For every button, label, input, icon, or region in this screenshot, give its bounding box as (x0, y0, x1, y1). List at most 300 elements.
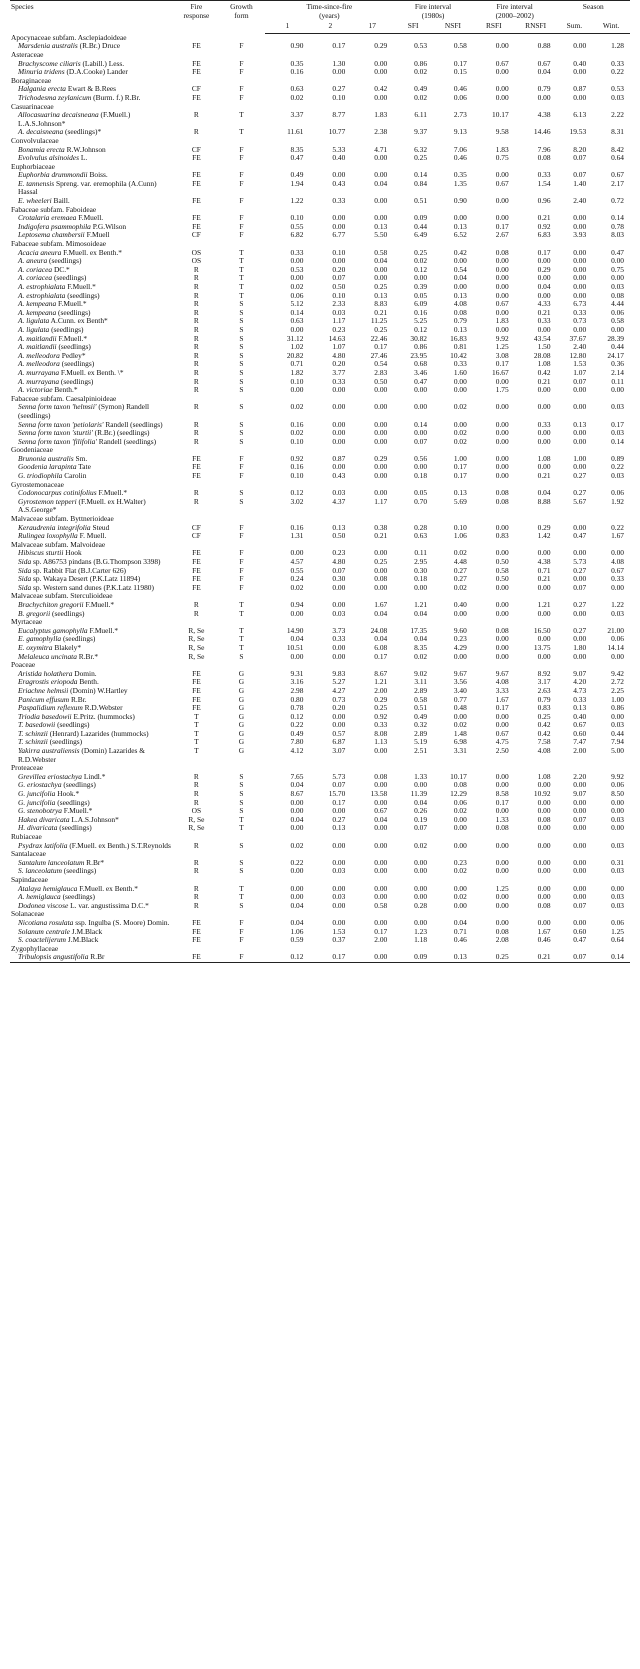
header-fire-response: Fire response (175, 1, 217, 34)
value-cell-nsfi: 0.54 (453, 264, 467, 274)
value-cell-tsf-2: 10.77 (328, 127, 346, 137)
value-cell-nsfi: 0.13 (453, 488, 467, 498)
value-cell-tsf-17: 11.25 (370, 316, 388, 326)
species-authority: (seedlings) (63, 780, 96, 790)
value-cell-rsfi: 10.17 (492, 110, 509, 120)
value-cell-summer: 0.07 (573, 814, 587, 824)
value-cell-tsf-1: 0.10 (290, 436, 304, 446)
value-cell-winter: 0.86 (611, 703, 624, 713)
value-cell-tsf-17: 0.00 (374, 428, 388, 438)
fire-response-cell: CF (191, 230, 201, 240)
value-cell-rnsfi: 3.17 (537, 677, 551, 687)
value-cell-winter: 21.00 (607, 625, 624, 635)
species-name: A. maitlandii (18, 333, 57, 343)
value-cell-summer: 5.67 (573, 496, 587, 506)
value-cell-sfi: 0.04 (414, 634, 428, 644)
fire-response-cell: OS (191, 806, 202, 816)
value-cell-nsfi: 0.02 (453, 582, 467, 592)
growth-form-cell: S (239, 771, 244, 781)
value-cell-rnsfi: 0.00 (537, 651, 551, 661)
value-cell-nsfi: 6.52 (453, 230, 467, 240)
value-cell-tsf-2: 0.00 (332, 917, 346, 927)
table-row (10, 257, 630, 266)
growth-form-cell: G (238, 720, 245, 730)
growth-form-cell: T (239, 247, 244, 257)
value-cell-sfi: 0.02 (414, 256, 428, 266)
family-name: Gyrostemonaceae (11, 479, 64, 489)
value-cell-rnsfi: 0.29 (537, 522, 551, 532)
value-cell-rnsfi: 0.00 (537, 385, 551, 395)
species-authority: (seedlings) (49, 737, 83, 747)
fire-response-cell: R (193, 264, 199, 274)
value-cell-tsf-1: 0.53 (290, 264, 304, 274)
family-name: Myrtaceae (11, 617, 43, 627)
value-cell-rsfi: 0.00 (495, 170, 509, 180)
value-cell-rnsfi: 2.63 (537, 685, 551, 695)
table-row (10, 610, 630, 619)
value-cell-summer: 0.27 (573, 625, 587, 635)
value-cell-sfi: 30.82 (410, 333, 428, 343)
value-cell-rsfi: 0.67 (495, 178, 509, 188)
value-cell-tsf-17: 0.00 (374, 436, 388, 446)
value-cell-tsf-2: 0.00 (332, 883, 346, 893)
growth-form-cell: T (239, 814, 244, 824)
value-cell-winter: 4.44 (611, 299, 624, 309)
value-cell-sfi: 0.12 (414, 264, 428, 274)
species-authority: F. Muell. (79, 531, 107, 541)
value-cell-summer: 0.73 (573, 316, 587, 326)
value-cell-nsfi: 0.02 (453, 548, 467, 558)
value-cell-winter: 0.75 (611, 264, 624, 274)
value-cell-nsfi: 0.46 (453, 84, 467, 94)
value-cell-tsf-17: 0.00 (374, 917, 388, 927)
value-cell-summer: 0.33 (573, 307, 587, 317)
species-authority: sp. A86753 pindans (B.G.Thompson 3398) (33, 557, 161, 566)
value-cell-tsf-1: 0.49 (290, 728, 304, 738)
species-name: S. lanceolatum (18, 866, 62, 876)
value-cell-nsfi: 0.10 (453, 522, 467, 532)
value-cell-nsfi: 0.15 (453, 67, 467, 77)
value-cell-tsf-17: 1.17 (374, 496, 388, 506)
value-cell-tsf-1: 1.06 (290, 926, 304, 936)
value-cell-winter: 0.00 (611, 806, 624, 816)
value-cell-sfi: 0.00 (414, 462, 428, 472)
value-cell-rnsfi: 7.96 (537, 144, 551, 154)
table-row (10, 790, 630, 799)
species-name: Hakea divaricata (18, 814, 70, 824)
value-cell-rsfi: 0.00 (495, 196, 509, 206)
species-authority: ssp. Ingulba (S. Moore) Domin. (75, 917, 170, 927)
value-cell-tsf-17: 0.00 (374, 58, 388, 68)
value-cell-winter: 28.39 (607, 333, 624, 343)
value-cell-rsfi: 0.00 (495, 307, 509, 317)
value-cell-rnsfi: 0.00 (537, 806, 551, 816)
value-cell-summer: 6.13 (573, 110, 587, 120)
table-row (10, 111, 630, 128)
species-authority: sp. Wakaya Desert (P.K.Latz 11894) (33, 574, 141, 584)
species-authority: Boiss. (89, 170, 108, 180)
value-cell-tsf-17: 0.58 (374, 247, 388, 257)
table-row (10, 283, 630, 292)
value-cell-rsfi: 1.75 (495, 385, 509, 395)
value-cell-summer: 6.73 (573, 299, 587, 309)
value-cell-tsf-17: 0.29 (374, 694, 388, 704)
value-cell-nsfi: 0.23 (453, 857, 467, 867)
growth-form-cell: F (239, 178, 244, 188)
value-cell-winter: 0.03 (611, 608, 624, 618)
species-name: Solanum centrale (18, 926, 70, 936)
value-cell-sfi: 0.00 (414, 780, 428, 790)
value-cell-rsfi: 3.08 (495, 350, 509, 360)
species-name: A. melleodora (18, 359, 60, 369)
fire-response-cell: R, Se (188, 642, 205, 652)
value-cell-tsf-17: 0.00 (374, 462, 388, 472)
value-cell-winter: 0.44 (611, 342, 624, 352)
value-cell-sfi: 1.18 (414, 935, 428, 945)
value-cell-rnsfi: 0.00 (537, 462, 551, 472)
value-cell-tsf-17: 0.29 (374, 41, 388, 51)
species-name: A. murrayana (18, 376, 60, 386)
species-cell (10, 747, 175, 764)
value-cell-rnsfi: 1.42 (537, 531, 551, 541)
value-cell-rnsfi: 1.67 (537, 926, 551, 936)
value-cell-rnsfi: 0.00 (537, 866, 551, 876)
value-cell-rnsfi: 6.83 (537, 230, 551, 240)
value-cell-rnsfi: 4.38 (537, 110, 551, 120)
value-cell-nsfi: 0.13 (453, 324, 467, 334)
species-fire-table (10, 0, 630, 963)
growth-form-cell: S (239, 385, 244, 395)
value-cell-sfi: 0.00 (414, 273, 428, 283)
value-cell-summer: 0.00 (573, 522, 587, 532)
family-name: Fabaceae subfam. Faboideae (11, 204, 97, 214)
table-row (10, 498, 630, 515)
value-cell-summer: 2.20 (573, 771, 587, 781)
fire-response-cell: FE (175, 953, 217, 962)
value-cell-tsf-1: 1.22 (290, 196, 304, 206)
growth-form-cell: S (239, 333, 244, 343)
value-cell-tsf-1: 0.02 (290, 840, 304, 850)
value-cell-tsf-2: 3.07 (332, 746, 346, 756)
value-cell-winter: 0.00 (611, 651, 624, 661)
species-authority: (seedlings) (62, 634, 96, 644)
growth-form-cell: G (238, 677, 245, 687)
value-cell-sfi: 0.63 (414, 531, 428, 541)
value-cell-rsfi: 0.50 (495, 574, 509, 584)
value-cell-nsfi: 0.17 (453, 471, 467, 481)
growth-form-cell: T (239, 625, 244, 635)
growth-form-cell: F (239, 565, 244, 575)
value-cell-rnsfi: 0.96 (537, 196, 551, 206)
growth-form-cell: S (239, 367, 244, 377)
value-cell-rsfi: 3.33 (495, 685, 509, 695)
species-name: E. gamophylla (18, 634, 62, 644)
value-cell-winter: 2.22 (611, 110, 624, 120)
table-row (10, 335, 630, 344)
species-name: A. estrophialata (18, 290, 66, 300)
value-cell-tsf-2: 0.00 (332, 462, 346, 472)
value-cell-rnsfi: 1.08 (537, 453, 551, 463)
value-cell-winter: 0.00 (611, 883, 624, 893)
table-row (10, 292, 630, 301)
value-cell-nsfi: 7.06 (453, 144, 467, 154)
value-cell-tsf-17: 0.92 (374, 711, 388, 721)
table-header (10, 1, 630, 34)
header-summer: Sum. (557, 20, 593, 33)
value-cell-nsfi: 0.02 (453, 428, 467, 438)
value-cell-tsf-2: 0.27 (332, 84, 346, 94)
species-authority: F.Muell. ex Benth.* (63, 247, 122, 257)
fire-response-cell: R (193, 333, 199, 343)
species-name: Atalaya hemiglauca (18, 883, 78, 893)
species-name: A. victoriae (18, 385, 53, 395)
value-cell-tsf-2: 0.37 (332, 935, 346, 945)
value-cell-rnsfi: 0.79 (537, 84, 551, 94)
fire-response-cell: FE (192, 153, 201, 163)
value-cell-winter: 2.72 (611, 677, 624, 687)
value-cell-winter: 0.47 (611, 247, 624, 257)
value-cell-sfi: 11.39 (410, 789, 428, 799)
value-cell-nsfi: 0.00 (453, 608, 467, 618)
value-cell-tsf-17: 0.00 (374, 213, 388, 223)
table-row (10, 463, 630, 472)
fire-response-cell: R (193, 436, 199, 446)
value-cell-nsfi: 0.77 (453, 694, 467, 704)
value-cell-tsf-17: 0.04 (374, 608, 388, 618)
value-cell-nsfi: 0.00 (453, 900, 467, 910)
value-cell-nsfi: 6.98 (453, 737, 467, 747)
value-cell-summer: 0.00 (573, 797, 587, 807)
value-cell-rsfi: 0.08 (495, 625, 509, 635)
value-cell-sfi: 1.23 (414, 926, 428, 936)
value-cell-rsfi: 0.00 (495, 84, 509, 94)
value-cell-summer: 0.00 (573, 780, 587, 790)
value-cell-rsfi: 0.08 (495, 488, 509, 498)
growth-form-cell: S (239, 496, 244, 506)
fire-response-cell: FE (192, 917, 201, 927)
value-cell-nsfi: 0.00 (453, 711, 467, 721)
value-cell-tsf-2: 0.00 (332, 642, 346, 652)
header-species: Species (10, 1, 175, 34)
species-cell (10, 498, 175, 515)
value-cell-nsfi: 0.79 (453, 316, 467, 326)
value-cell-tsf-2: 0.10 (332, 290, 346, 300)
value-cell-rsfi: 0.50 (495, 557, 509, 566)
species-name: Eriachne helmsii (18, 685, 69, 695)
value-cell-tsf-2: 0.00 (332, 402, 346, 412)
species-authority: (R.Br.) (seedlings) (94, 428, 150, 438)
value-cell-tsf-1: 0.47 (290, 153, 304, 163)
family-name: Sapindaceae (11, 874, 48, 884)
species-name: A. murrayana (18, 367, 60, 377)
value-cell-nsfi: 0.48 (453, 703, 467, 713)
value-cell-nsfi: 0.17 (453, 462, 467, 472)
value-cell-rnsfi: 0.00 (537, 324, 551, 334)
value-cell-winter: 0.14 (611, 436, 624, 446)
value-cell-tsf-2: 0.23 (332, 324, 346, 334)
value-cell-nsfi: 0.00 (453, 385, 467, 395)
value-cell-rsfi: 0.00 (495, 402, 509, 412)
growth-form-cell: T (239, 256, 244, 266)
value-cell-tsf-2: 1.53 (332, 926, 346, 936)
value-cell-winter: 9.92 (611, 771, 624, 781)
value-cell-tsf-1: 0.02 (290, 92, 304, 102)
growth-form-cell: T (239, 599, 244, 609)
value-cell-sfi: 0.02 (414, 92, 428, 102)
value-cell-summer: 0.33 (573, 694, 587, 704)
species-name: H. divaricata (18, 823, 58, 833)
fire-response-cell: FE (192, 213, 201, 223)
value-cell-rnsfi: 4.33 (537, 299, 551, 309)
value-cell-summer: 0.00 (573, 67, 587, 77)
fire-response-cell: CF (191, 84, 201, 94)
value-cell-winter: 0.67 (611, 565, 624, 575)
value-cell-rsfi: 0.00 (495, 720, 509, 730)
growth-form-cell: G (238, 711, 245, 721)
value-cell-tsf-17: 0.00 (374, 385, 388, 395)
value-cell-rnsfi: 0.21 (537, 471, 551, 481)
value-cell-tsf-1: 0.12 (290, 488, 304, 498)
value-cell-nsfi: 0.06 (453, 92, 467, 102)
species-name: Melaleuca uncinata (18, 651, 77, 661)
species-name: Brachychiton gregorii (18, 599, 84, 609)
value-cell-winter: 0.17 (611, 419, 624, 429)
value-cell-winter: 0.00 (611, 582, 624, 592)
value-cell-sfi: 0.51 (414, 703, 428, 713)
table-row (10, 713, 630, 722)
value-cell-winter: 0.58 (611, 316, 624, 326)
value-cell-rsfi: 0.00 (495, 92, 509, 102)
value-cell-tsf-1: 5.12 (290, 299, 304, 309)
value-cell-sfi: 0.05 (414, 290, 428, 300)
header-fire-interval-2000: Fire interval (2000–2002) (473, 1, 557, 21)
value-cell-tsf-1: 1.82 (290, 367, 304, 377)
value-cell-summer: 0.47 (573, 531, 587, 541)
value-cell-summer: 0.00 (573, 548, 587, 558)
value-cell-rnsfi: 0.92 (537, 221, 551, 231)
table-row (10, 274, 630, 283)
value-cell-sfi: 0.53 (414, 41, 428, 51)
value-cell-winter: 0.03 (611, 428, 624, 438)
species-authority: F.Muell.* (85, 599, 115, 609)
species-name: A. kempeana (18, 307, 57, 317)
species-name: G. juncifolia (18, 789, 56, 799)
value-cell-winter: 8.42 (611, 144, 624, 154)
value-cell-rsfi: 4.08 (495, 677, 509, 687)
value-cell-rnsfi: 0.00 (537, 273, 551, 283)
growth-form-cell: T (239, 290, 244, 300)
value-cell-tsf-17: 0.00 (374, 797, 388, 807)
value-cell-nsfi: 0.13 (453, 290, 467, 300)
table-row (10, 799, 630, 808)
value-cell-winter: 8.50 (611, 789, 624, 799)
fire-response-cell: FE (192, 548, 201, 558)
growth-form-cell: F (239, 582, 244, 592)
value-cell-sfi: 0.86 (414, 342, 428, 352)
fire-response-cell: R (193, 299, 199, 309)
value-cell-rsfi: 0.00 (495, 264, 509, 274)
value-cell-tsf-2: 5.33 (332, 144, 346, 154)
fire-response-cell: FE (192, 221, 201, 231)
growth-form-cell: S (239, 376, 244, 386)
fire-response-cell: R (193, 892, 199, 902)
table-row (10, 438, 630, 447)
fire-response-cell: R (193, 367, 199, 377)
value-cell-rnsfi: 8.92 (537, 668, 551, 678)
value-cell-sfi: 6.09 (414, 299, 428, 309)
species-name: Leptosema chambersii (18, 230, 85, 240)
value-cell-tsf-1: 0.35 (290, 58, 304, 68)
value-cell-winter: 0.00 (611, 711, 624, 721)
value-cell-nsfi: 3.56 (453, 677, 467, 687)
value-cell-rnsfi: 0.42 (537, 367, 551, 377)
value-cell-tsf-1: 0.00 (290, 797, 304, 807)
value-cell-summer: 0.00 (573, 213, 587, 223)
species-authority: F.Muell.* (89, 625, 119, 635)
value-cell-nsfi: 0.06 (453, 797, 467, 807)
value-cell-winter: 0.00 (611, 385, 624, 395)
value-cell-rnsfi: 0.21 (537, 376, 551, 386)
value-cell-nsfi: 9.60 (453, 625, 467, 635)
value-cell-tsf-2: 2.33 (332, 299, 346, 309)
value-cell-rnsfi: 7.58 (537, 737, 551, 747)
species-authority: J.M.Black (67, 935, 99, 945)
fire-response-cell: R (193, 376, 199, 386)
value-cell-tsf-17: 0.25 (374, 324, 388, 334)
value-cell-winter: 0.03 (611, 92, 624, 102)
value-cell-rnsfi: 0.67 (537, 58, 551, 68)
species-authority: (F.Muell. ex Benth.) S.T.Reynolds (69, 840, 171, 850)
value-cell-tsf-1: 0.00 (290, 883, 304, 893)
value-cell-tsf-1: 9.31 (290, 668, 304, 678)
value-cell-tsf-1: 0.16 (290, 462, 304, 472)
value-cell-nsfi: 0.71 (453, 926, 467, 936)
value-cell-summer: 0.00 (573, 883, 587, 893)
value-cell-rsfi: 0.08 (495, 926, 509, 936)
value-cell-tsf-17: 0.00 (374, 866, 388, 876)
value-cell-tsf-2: 0.00 (332, 436, 346, 446)
value-cell-rnsfi: 4.38 (537, 557, 551, 566)
growth-form-cell: F (239, 548, 244, 558)
growth-form-cell: F (239, 84, 244, 94)
species-authority: P.G.Wilson (92, 221, 127, 231)
value-cell-tsf-2: 0.17 (332, 797, 346, 807)
value-cell-nsfi: 0.04 (453, 273, 467, 283)
value-cell-rsfi: 0.00 (495, 582, 509, 592)
value-cell-tsf-17: 0.25 (374, 557, 388, 566)
value-cell-rsfi: 0.00 (495, 892, 509, 902)
value-cell-nsfi: 0.00 (453, 376, 467, 386)
table-row (10, 824, 630, 833)
value-cell-rnsfi: 0.00 (537, 402, 551, 412)
value-cell-winter: 24.17 (607, 350, 624, 360)
value-cell-tsf-1: 0.78 (290, 703, 304, 713)
value-cell-rsfi: 0.00 (495, 857, 509, 867)
value-cell-winter: 0.00 (611, 273, 624, 283)
value-cell-summer: 0.00 (573, 823, 587, 833)
value-cell-winter: 7.94 (611, 737, 624, 747)
value-cell-rnsfi: 0.33 (537, 419, 551, 429)
species-authority: sp. Rabbit Flat (B.J.Carter 626) (33, 565, 126, 575)
fire-response-cell: R (193, 866, 199, 876)
value-cell-sfi: 0.44 (414, 221, 428, 231)
species-name: Sida (18, 582, 32, 592)
value-cell-winter: 0.33 (611, 58, 624, 68)
table-row (10, 902, 630, 911)
value-cell-sfi: 0.32 (414, 720, 428, 730)
value-cell-winter: 2.25 (611, 685, 624, 695)
value-cell-rnsfi: 0.08 (537, 900, 551, 910)
